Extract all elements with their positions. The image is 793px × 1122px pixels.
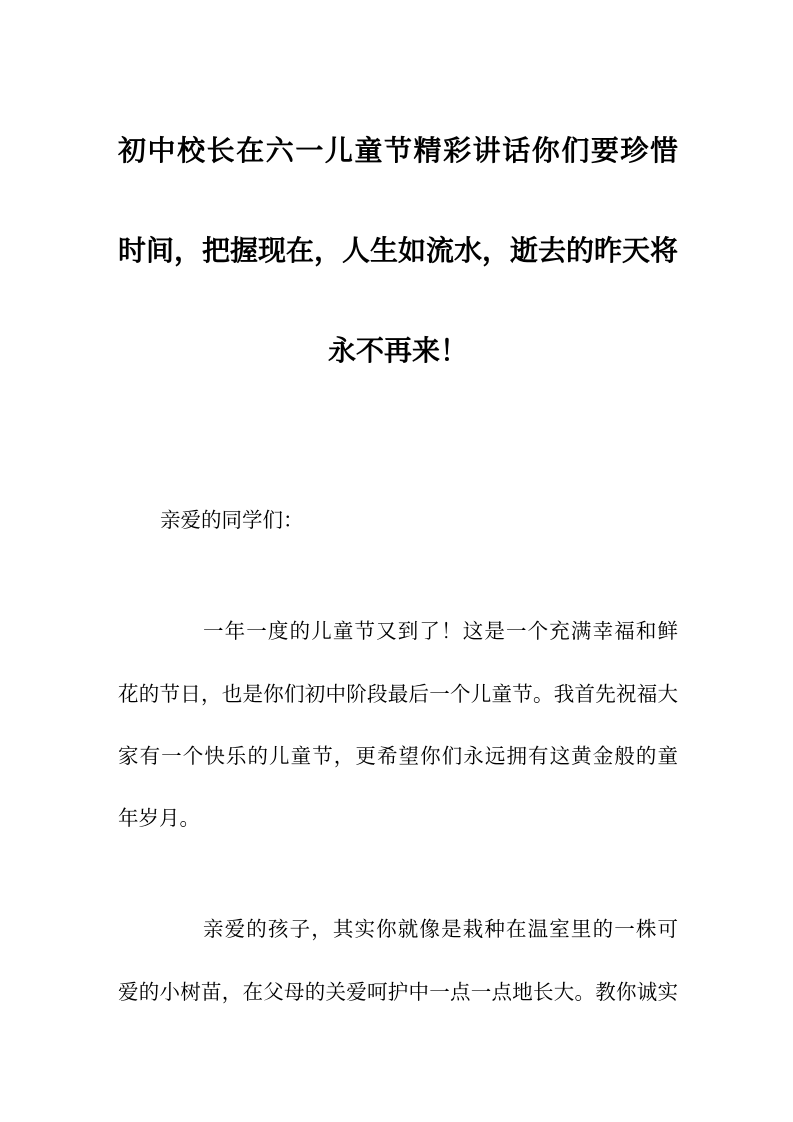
- paragraph-line: 年岁月。: [118, 806, 200, 830]
- title-line-1: 初中校长在六一儿童节精彩讲话你们要珍惜: [118, 134, 678, 167]
- paragraph-line: 亲爱的孩子，其实你就像是栽种在温室里的一株可: [203, 917, 678, 941]
- title-line-3: 永不再来！: [327, 334, 468, 367]
- title-line-2: 时间，把握现在，人生如流水，逝去的昨天将: [118, 234, 679, 267]
- paragraph-line: 花的节日，也是你们初中阶段最后一个儿童节。我首先祝福大: [118, 682, 678, 706]
- paragraph-line: 家有一个快乐的儿童节，更希望你们永远拥有这黄金般的童: [118, 744, 678, 768]
- paragraph-line: 爱的小树苗，在父母的关爱呵护中一点一点地长大。教你诚实: [118, 980, 678, 1004]
- greeting: 亲爱的同学们：: [160, 508, 304, 532]
- paragraph-line: 一年一度的儿童节又到了！这是一个充满幸福和鲜: [203, 619, 678, 643]
